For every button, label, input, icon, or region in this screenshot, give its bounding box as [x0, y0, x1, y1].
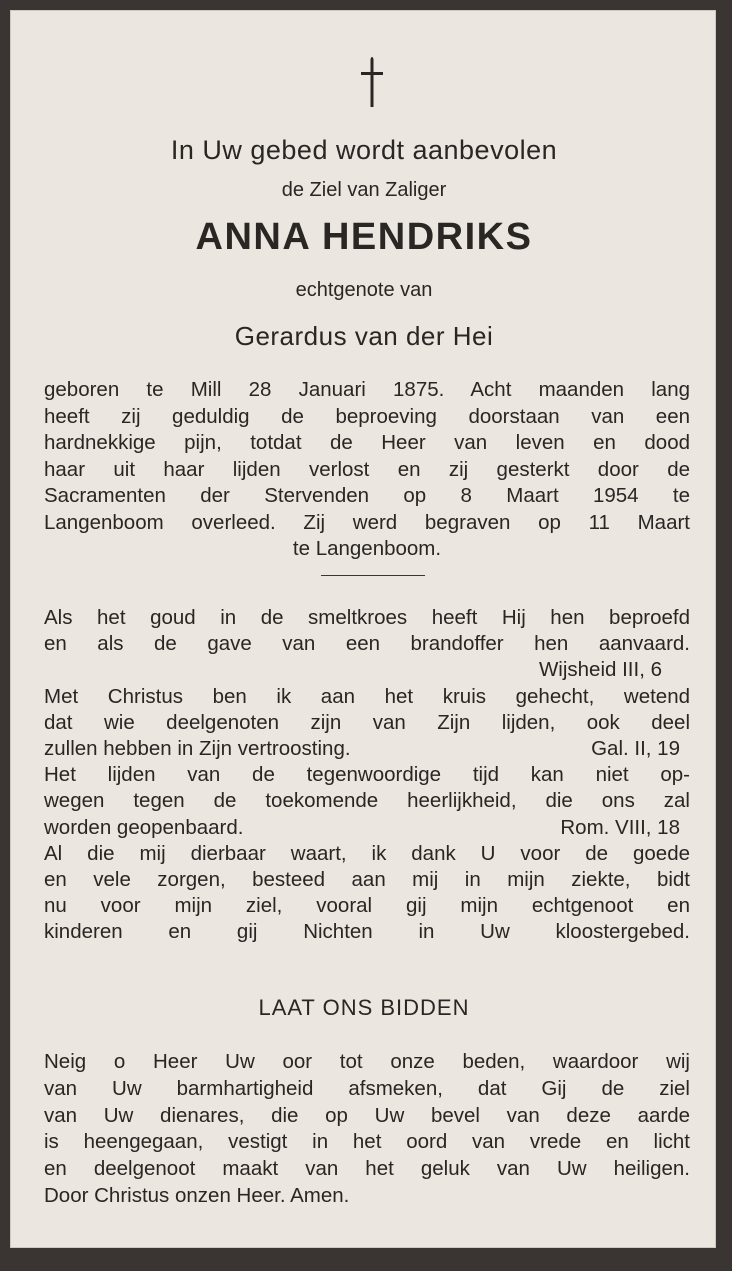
cross-icon	[357, 57, 387, 109]
prayer-line: van Uw barmhartigheid afsmeken, dat Gij de ziel	[44, 1076, 690, 1100]
spouse-intro: echtgenote van	[295, 279, 433, 301]
prayer-title: LAAT ONS BIDDEN	[258, 995, 470, 1020]
verse-line: en vele zorgen, besteed aan mij in mijn ziekte, bidt	[44, 868, 690, 892]
divider	[321, 575, 425, 576]
verse-text: zullen hebben in Zijn vertroosting.	[44, 737, 351, 761]
verse-line: en als de gave van een brandoffer hen aanvaard.	[44, 632, 690, 656]
verse-line: Het lijden van de tegenwoordige tijd kan niet op-	[44, 763, 690, 787]
prayer-line: van Uw dienares, die op Uw bevel van deze aarde	[44, 1103, 690, 1127]
bio-line: geboren te Mill 28 Januari 1875. Acht maanden lang	[44, 378, 690, 401]
verse-line: Als het goud in de smeltkroes heeft Hij hen beproefd	[44, 606, 690, 629]
verse-reference: Rom. VIII, 18	[560, 815, 680, 839]
verse-text: worden geopenbaard.	[44, 815, 244, 839]
verse-line: dat wie deelgenoten zijn van Zijn lijden, ook deel	[44, 710, 690, 734]
verse-line: wegen tegen de toekomende heerlijkheid, die ons zal	[44, 789, 690, 813]
deceased-name: ANNA HENDRIKS	[195, 216, 533, 258]
scripture-verses	[44, 605, 690, 946]
verse-line: kinderen en gij Nichten in Uw kloostergebed.	[44, 920, 690, 944]
verse-line-with-reference	[44, 736, 690, 762]
bio-line: heeft zij geduldig de beproeving doorstaan van een	[44, 404, 690, 428]
verse-reference: Gal. II, 19	[591, 737, 680, 761]
bio-line: Sacramenten der Stervenden op 8 Maart 1954 te	[44, 484, 690, 507]
prayer-line: is heengegaan, vestigt in het oord van vrede en licht	[44, 1130, 690, 1154]
verse-line: nu voor mijn ziel, vooral gij mijn echtgenoot en	[44, 894, 690, 918]
spouse-name: Gerardus van der Hei	[234, 321, 494, 351]
verse-line: Al die mij dierbaar waart, ik dank U voor de goede	[44, 841, 690, 865]
prayer-line: Neig o Heer Uw oor tot onze beden, waardoor wij	[44, 1050, 690, 1073]
bio-line: Langenboom overleed. Zij werd begraven op 11 Maart	[44, 510, 690, 534]
prayer-text	[44, 1049, 690, 1210]
bio-line: hardnekkige pijn, totdat de Heer van leven en dood	[44, 431, 690, 454]
soul-line: de Ziel van Zaliger	[281, 179, 447, 201]
bio-line: te Langenboom.	[292, 537, 442, 560]
intro-line: In Uw gebed wordt aanbevolen	[170, 135, 558, 165]
prayer-line: Door Christus onzen Heer. Amen.	[44, 1183, 350, 1207]
verse-line-with-reference	[44, 815, 690, 841]
bio-line: haar uit haar lijden verlost en zij gesterkt door de	[44, 457, 690, 481]
verse-reference: Wijsheid III, 6	[538, 658, 662, 682]
verse-line: Met Christus ben ik aan het kruis gehecht, wetend	[44, 684, 690, 708]
memorial-card	[10, 10, 716, 1248]
biography	[44, 377, 690, 563]
prayer-line: en deelgenoot maakt van het geluk van Uw heiligen.	[44, 1157, 690, 1181]
